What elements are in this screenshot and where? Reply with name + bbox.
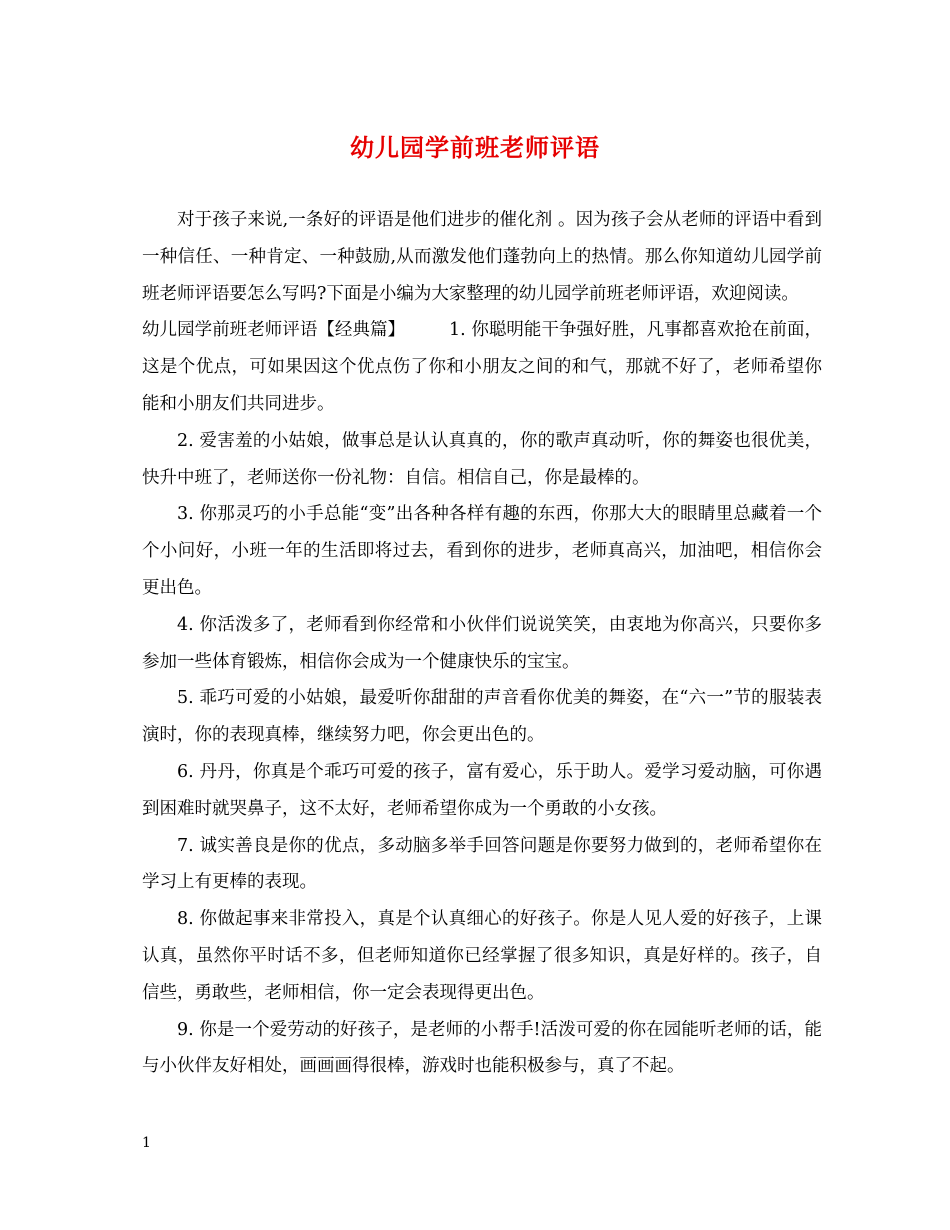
comment-item-1: 1. 你聪明能干争强好胜，凡事都喜欢抢在前面，这是个优点，可如果因这个优点伤了你和小朋友之间的和气，那就不好了，老师希望你能和小朋友们共同进步。 — [142, 320, 822, 414]
document-title: 幼儿园学前班老师评语 — [350, 133, 600, 162]
comment-item-6: 6. 丹丹，你真是个乖巧可爱的孩子，富有爱心，乐于助人。爱学习爱动脑，可你遇到困难时就哭鼻子，这不太好，老师希望你成为一个勇敢的小女孩。 — [142, 761, 822, 819]
intro-paragraph: 对于孩子来说,一条好的评语是他们进步的催化剂 。因为孩子会从老师的评语中看到一种信任、一种肯定、一种鼓励,从而激发他们蓬勃向上的热情。那么你知道幼儿园学前班老师评语要怎么写吗?下面是小编为大家整理的幼儿园学前班老师评语，欢迎阅读。 — [142, 210, 822, 304]
section-first-paragraph — [142, 312, 822, 422]
comment-item-7: 7. 诚实善良是你的优点，多动脑多举手回答问题是你要努力做到的，老师希望你在学习上有更棒的表现。 — [142, 835, 822, 893]
section-heading: 幼儿园学前班老师评语【经典篇】 — [142, 320, 406, 341]
comment-item-8: 8. 你做起事来非常投入，真是个认真细心的好孩子。你是人见人爱的好孩子，上课认真，虽然你平时话不多，但老师知道你已经掌握了很多知识，真是好样的。孩子，自信些，勇敢些，老师相信，你一定会表现得更出色。 — [142, 909, 822, 1003]
comment-item-3: 3. 你那灵巧的小手总能“变”出各种各样有趣的东西，你那大大的眼睛里总藏着一个个小问好，小班一年的生活即将过去，看到你的进步，老师真高兴，加油吧，相信你会更出色。 — [142, 504, 822, 598]
comment-item-4: 4. 你活泼多了，老师看到你经常和小伙伴们说说笑笑，由衷地为你高兴，只要你多参加一些体育锻炼，相信你会成为一个健康快乐的宝宝。 — [142, 614, 822, 672]
comment-item-5: 5. 乖巧可爱的小姑娘，最爱听你甜甜的声音看你优美的舞姿，在“六一”节的服装表演时，你的表现真棒，继续努力吧，你会更出色的。 — [142, 688, 822, 746]
page-number: 1 — [142, 1135, 151, 1151]
comment-item-2: 2. 爱害羞的小姑娘，做事总是认认真真的，你的歌声真动听，你的舞姿也很优美，快升中班了，老师送你一份礼物：自信。相信自己，你是最棒的。 — [142, 430, 822, 488]
document-body — [142, 202, 822, 1085]
comment-item-9: 9. 你是一个爱劳动的好孩子，是老师的小帮手!活泼可爱的你在园能听老师的话，能与小伙伴友好相处，画画画得很棒，游戏时也能积极参与，真了不起。 — [142, 1019, 822, 1077]
